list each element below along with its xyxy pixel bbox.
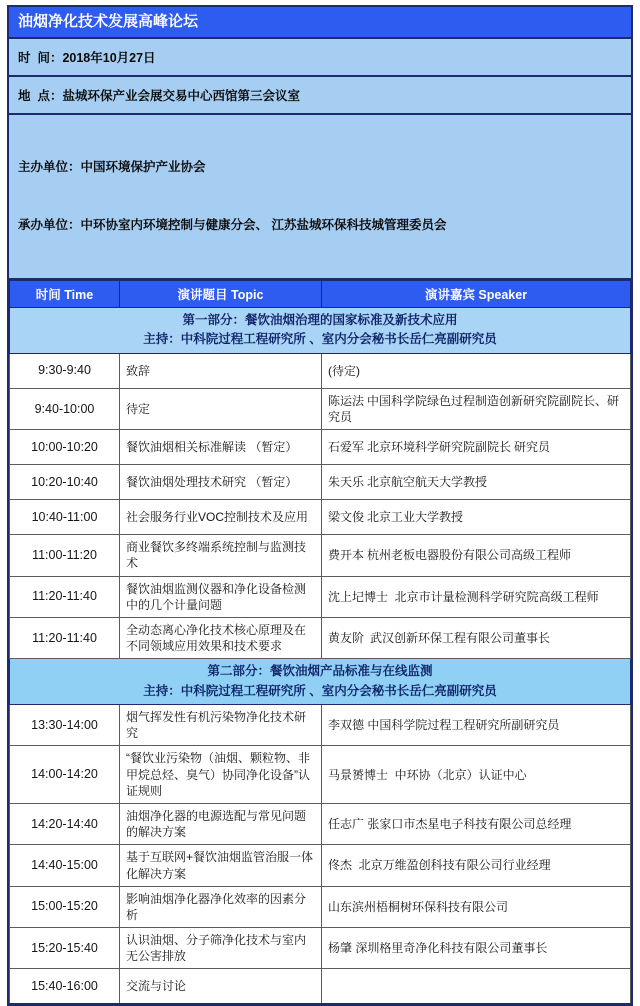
schedule-header-row [10,281,631,308]
time-value: 14:20-14:40 [10,803,120,844]
topic-value: 餐饮油烟处理技术研究 （暂定） [120,465,322,500]
time-value: 10:40-11:00 [10,500,120,535]
speaker-value: 梁文俊 北京工业大学教授 [322,500,631,535]
time-value: 15:40-16:00 [10,969,120,1004]
time-value: 14:40-15:00 [10,845,120,886]
schedule-table [9,280,631,1004]
speaker-value: 沈上圮博士 北京市计量检测科学研究院高级工程师 [322,576,631,617]
forum-title: 油烟净化技术发展高峰论坛 [9,7,631,39]
info-row-time: 时 间：2018年10月27日 [9,39,631,77]
topic-value: 基于互联网+餐饮油烟监管治服一体化解决方案 [120,845,322,886]
info-row-organizers [9,115,631,280]
speaker-value: 费开本 杭州老板电器股份有限公司高级工程师 [322,535,631,576]
schedule-row [10,465,631,500]
section-header [10,659,631,705]
time-value: 11:20-11:40 [10,617,120,658]
host-unit: 主办单位：中国环境保护产业协会 [18,159,206,174]
speaker-value: 任志广 张家口市杰星电子科技有限公司总经理 [322,803,631,844]
schedule-row [10,576,631,617]
organizer-unit: 承办单位：中环协室内环境控制与健康分会、 江苏盐城环保科技城管理委员会 [18,217,447,232]
schedule-row [10,803,631,844]
topic-value: 认识油烟、分子筛净化技术与室内无公害排放 [120,928,322,969]
section-title: 第一部分：餐饮油烟治理的国家标准及新技术应用 [182,313,458,327]
time-value: 15:20-15:40 [10,928,120,969]
section-row [10,659,631,705]
schedule-row [10,388,631,429]
speaker-value: 朱天乐 北京航空航天大学教授 [322,465,631,500]
info-row-venue: 地 点：盐城环保产业会展交易中心西馆第三会议室 [9,77,631,115]
topic-value: 社会服务行业VOC控制技术及应用 [120,500,322,535]
topic-value: 交流与讨论 [120,969,322,1004]
topic-value: 全动态离心净化技术核心原理及在不同领域应用效果和技术要求 [120,617,322,658]
speaker-value: 佟杰 北京万维盈创科技有限公司行业经理 [322,845,631,886]
topic-value: 油烟净化器的电源选配与常见问题的解决方案 [120,803,322,844]
topic-value: 商业餐饮多终端系统控制与监测技术 [120,535,322,576]
time-value: 15:00-15:20 [10,886,120,927]
time-value: 9:30-9:40 [10,353,120,388]
section-title: 第二部分：餐饮油烟产品标准与在线监测 [207,664,433,679]
speaker-value: 石爱军 北京环境科学研究院副院长 研究员 [322,430,631,465]
schedule-row [10,705,631,746]
speaker-value: 黄友阶 武汉创新环保工程有限公司董事长 [322,617,631,658]
time-value: 11:00-11:20 [10,535,120,576]
topic-value: 餐饮油烟监测仪器和净化设备检测中的几个计量问题 [120,576,322,617]
topic-value: 致辞 [120,353,322,388]
speaker-value: 李双德 中国科学院过程工程研究所副研究员 [322,705,631,746]
topic-value: 烟气挥发性有机污染物净化技术研究 [120,705,322,746]
speaker-value: 马景赟博士 中环协（北京）认证中心 [322,746,631,804]
speaker-value: 山东滨州梧桐树环保科技有限公司 [322,886,631,927]
column-header-time: 时间 Time [10,281,120,308]
time-value: 11:20-11:40 [10,576,120,617]
schedule-row [10,353,631,388]
schedule-row [10,500,631,535]
schedule-row [10,845,631,886]
section-moderator: 主持：中科院过程工程研究所 、室内分会秘书长岳仁亮副研究员 [143,332,497,347]
section-moderator: 主持：中科院过程工程研究所 、室内分会秘书长岳仁亮副研究员 [143,683,497,698]
time-value: 10:00-10:20 [10,430,120,465]
column-header-topic: 演讲题目 Topic [120,281,322,308]
topic-value: “餐饮业污染物（油烟、颗粒物、非甲烷总烃、臭气）协同净化设备”认证规则 [120,746,322,804]
topic-value: 餐饮油烟相关标准解读 （暂定） [120,430,322,465]
agenda-sheet [7,5,633,1006]
section-header [10,308,631,354]
schedule-row [10,746,631,804]
column-header-speaker: 演讲嘉宾 Speaker [322,281,631,308]
time-value: 13:30-14:00 [10,705,120,746]
section-row [10,308,631,354]
schedule-row [10,617,631,658]
speaker-value: 杨肇 深圳格里奇净化科技有限公司董事长 [322,928,631,969]
speaker-value: 陈运法 中国科学院绿色过程制造创新研究院副院长、研究员 [322,388,631,429]
time-value: 14:00-14:20 [10,746,120,804]
schedule-body [10,308,631,1004]
schedule-row [10,886,631,927]
topic-value: 待定 [120,388,322,429]
schedule-row [10,928,631,969]
time-value: 9:40-10:00 [10,388,120,429]
speaker-value: (待定) [322,353,631,388]
speaker-value [322,969,631,1004]
schedule-row [10,430,631,465]
schedule-row [10,535,631,576]
schedule-row [10,969,631,1004]
time-value: 10:20-10:40 [10,465,120,500]
topic-value: 影响油烟净化器净化效率的因素分析 [120,886,322,927]
